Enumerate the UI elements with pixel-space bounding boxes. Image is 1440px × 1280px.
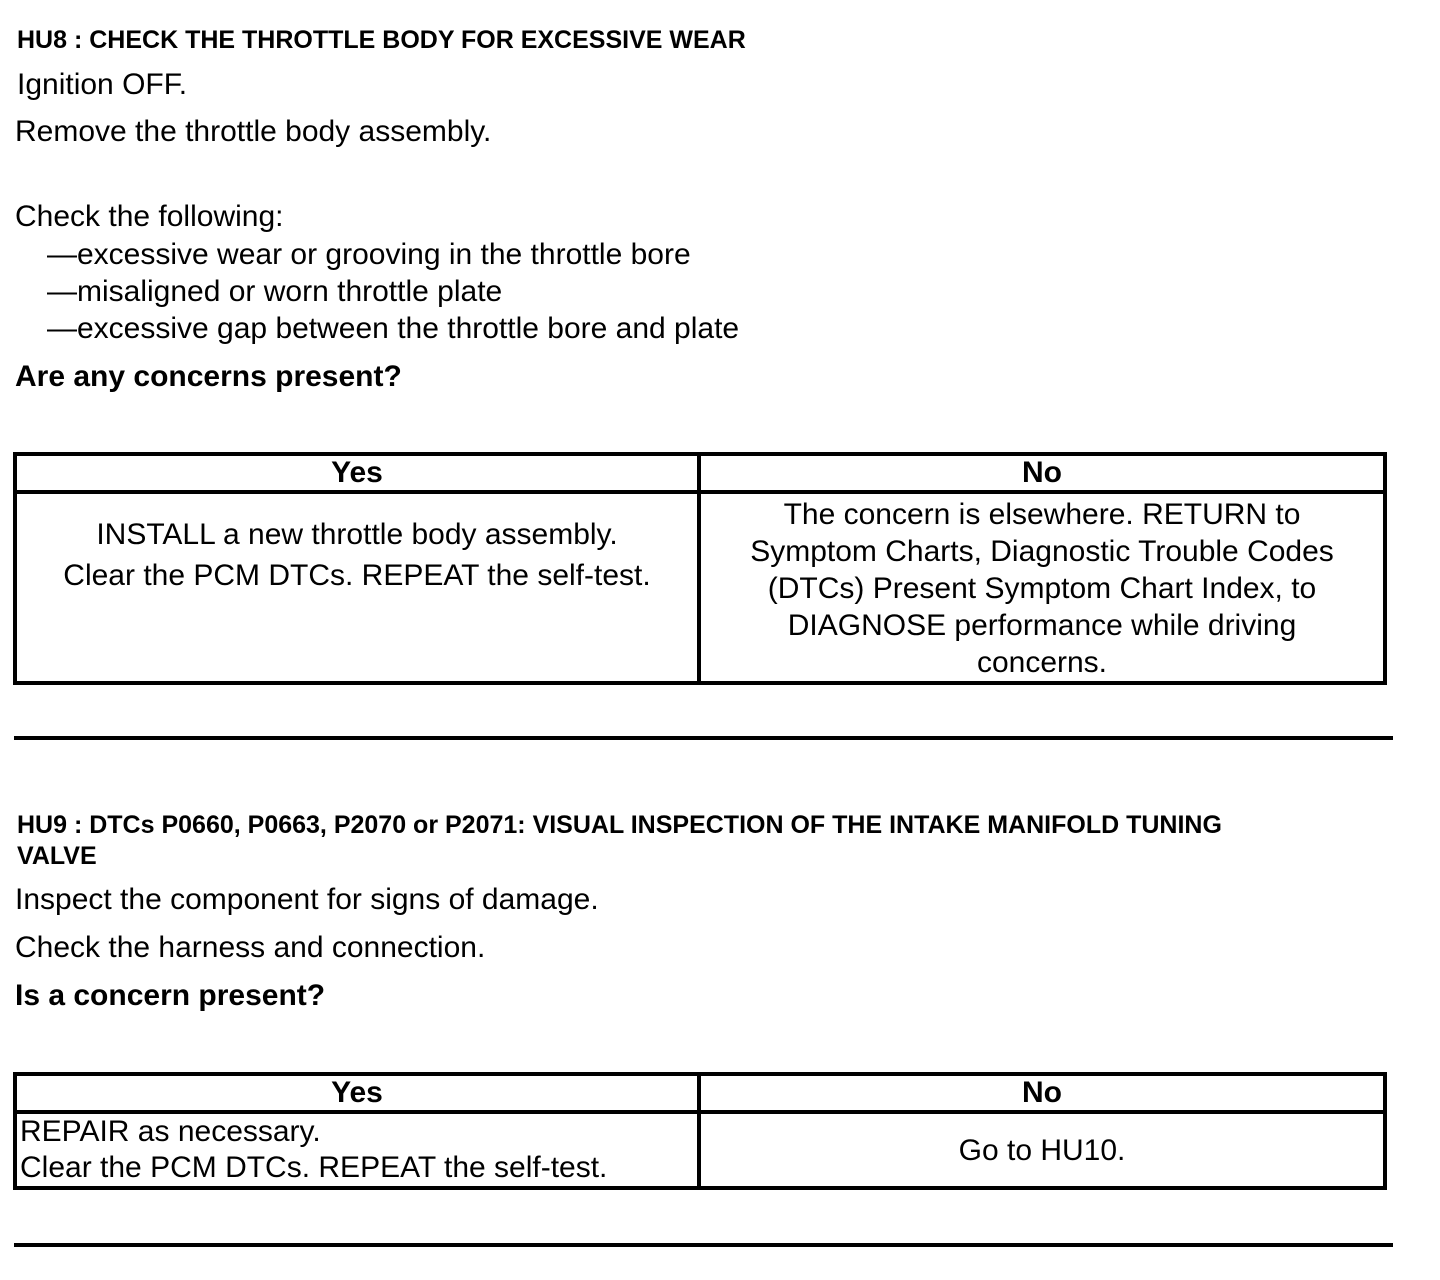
- hu9-heading: HU9 : DTCs P0660, P0663, P2070 or P2071: VISUAL INSPECTION OF THE INTAKE MANIFOLD TUNING: [17, 811, 1222, 839]
- hu8-step-ignition-off: Ignition OFF.: [17, 68, 188, 101]
- hu8-yes-action: [15, 492, 699, 683]
- hu8-no-action: [699, 492, 1385, 683]
- hu9-yes-action: [15, 1112, 699, 1188]
- section-divider: [14, 736, 1393, 740]
- hu8-question: Are any concerns present?: [15, 360, 402, 393]
- hu8-no-line: DIAGNOSE performance while driving: [787, 609, 1297, 642]
- yes-column-header: Yes: [15, 454, 699, 492]
- hu8-no-line: (DTCs) Present Symptom Chart Index, to: [767, 572, 1317, 605]
- hu8-check-item: —misaligned or worn throttle plate: [47, 275, 503, 308]
- hu9-heading-continued: VALVE: [17, 842, 97, 870]
- hu9-decision-table: [13, 1072, 1387, 1190]
- no-column-header: No: [699, 1074, 1385, 1112]
- yes-column-header: Yes: [15, 1074, 699, 1112]
- hu8-no-line: concerns.: [976, 646, 1108, 679]
- hu8-check-item: —excessive wear or grooving in the throttle bore: [47, 238, 691, 271]
- hu8-step-remove-throttle-body: Remove the throttle body assembly.: [15, 115, 492, 148]
- hu8-no-line: The concern is elsewhere. RETURN to: [783, 498, 1301, 531]
- no-column-header: No: [699, 454, 1385, 492]
- hu9-no-action: Go to HU10.: [699, 1112, 1385, 1188]
- hu9-step-check-harness: Check the harness and connection.: [15, 931, 486, 964]
- section-divider: [14, 1243, 1393, 1247]
- hu8-decision-table: [13, 452, 1387, 685]
- hu9-yes-line: REPAIR as necessary.: [20, 1115, 321, 1148]
- hu8-check-item: —excessive gap between the throttle bore and plate: [47, 312, 740, 345]
- hu8-check-intro: Check the following:: [15, 200, 284, 233]
- hu9-question: Is a concern present?: [15, 979, 326, 1012]
- hu8-yes-line: Clear the PCM DTCs. REPEAT the self-test.: [63, 559, 651, 592]
- hu9-step-inspect-component: Inspect the component for signs of damage.: [15, 883, 599, 916]
- hu8-no-line: Symptom Charts, Diagnostic Trouble Codes: [750, 535, 1334, 568]
- hu8-heading: HU8 : CHECK THE THROTTLE BODY FOR EXCESSIVE WEAR: [17, 26, 746, 54]
- hu8-yes-line: INSTALL a new throttle body assembly.: [96, 518, 618, 551]
- hu9-yes-line: Clear the PCM DTCs. REPEAT the self-test.: [20, 1151, 608, 1184]
